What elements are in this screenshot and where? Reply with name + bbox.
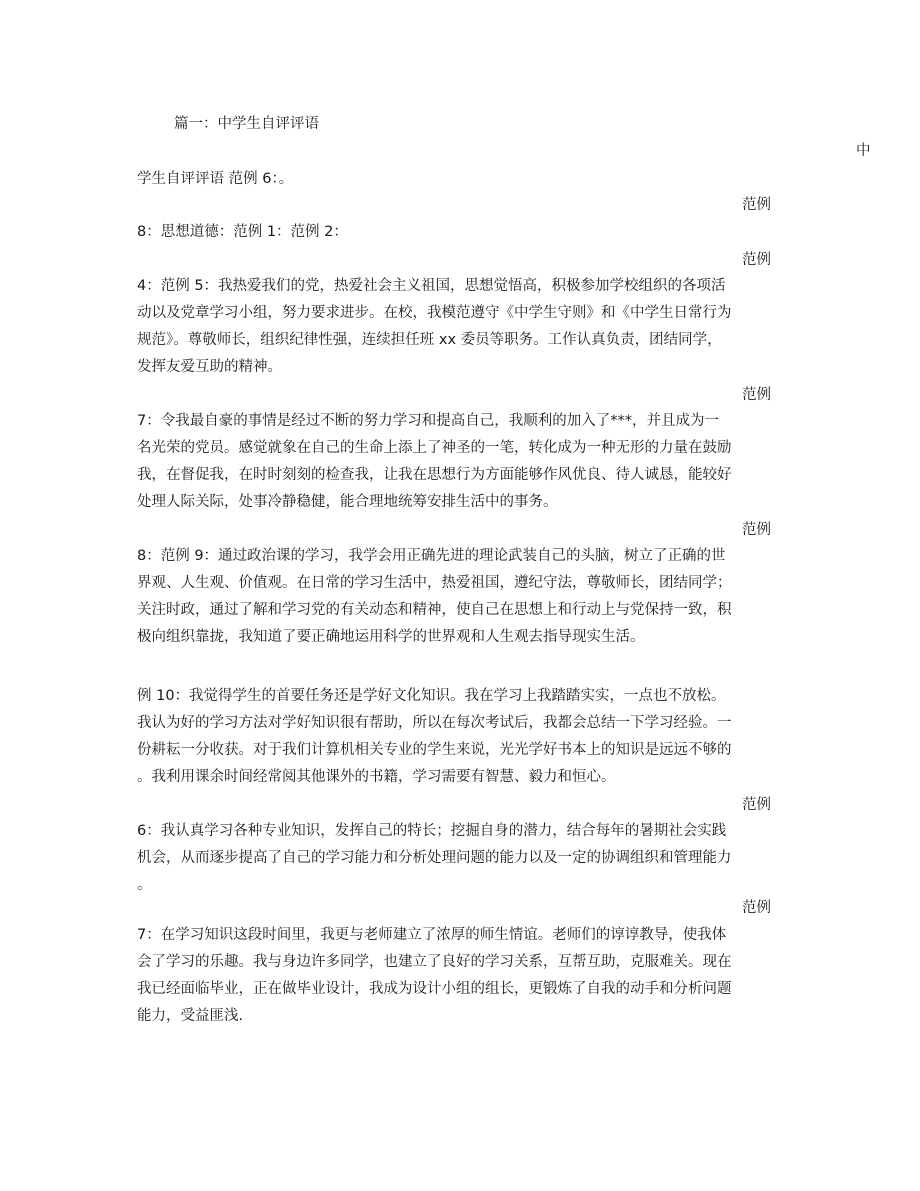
text-line: 动以及党章学习小组，努力要求进步。在校，我模范遵守《中学生守则》和《中学生日常行为 — [137, 305, 732, 321]
example-marker: 范例 — [742, 197, 771, 213]
text-line: 。我利用课余时间经常阅其他课外的书籍，学习需要有智慧、毅力和恒心。 — [137, 769, 616, 785]
example-marker: 范例 — [742, 252, 771, 268]
text-line: 。 — [137, 877, 152, 893]
text-line: 7：令我最自豪的事情是经过不断的努力学习和提高自己，我顺利的加入了***，并且成为一 — [137, 413, 719, 429]
text-line: 发挥友爱互助的精神。 — [137, 359, 282, 375]
text-line: 我，在督促我，在时时刻刻的检查我，让我在思想行为方面能够作风优良、待人诚恳，能较好 — [137, 467, 732, 483]
text-line: 会了学习的乐趣。我与身边许多同学，也建立了良好的学习关系，互帮互助，克服难关。现在 — [137, 954, 732, 970]
text-line: 8：范例 9：通过政治课的学习，我学会用正确先进的理论武装自己的头脑，树立了正确的世 — [137, 548, 726, 564]
text-line: 例 10：我觉得学生的首要任务还是学好文化知识。我在学习上我踏踏实实，一点也不放松。 — [137, 688, 726, 704]
text-line: 我已经面临毕业，正在做毕业设计，我成为设计小组的组长，更锻炼了自我的动手和分析问题 — [137, 981, 732, 997]
example-marker: 范例 — [742, 387, 771, 403]
intro-line: 学生自评评语 范例 6：。 — [137, 171, 294, 187]
text-line: 能力，受益匪浅. — [137, 1008, 244, 1024]
text-line: 份耕耘一分收获。对于我们计算机相关专业的学生来说，光光学好书本上的知识是远远不够的 — [137, 742, 732, 758]
text-line: 界观、人生观、价值观。在日常的学习生活中，热爱祖国，遵纪守法，尊敬师长，团结同学； — [137, 575, 732, 591]
text-line: 4：范例 5：我热爱我们的党，热爱社会主义祖国，思想觉悟高，积极参加学校组织的各项活 — [137, 278, 726, 294]
text-line: 规范》。尊敬师长，组织纪律性强，连续担任班 xx 委员等职务。工作认真负责，团结同学， — [137, 332, 722, 348]
text-line: 机会，从而逐步提高了自己的学习能力和分析处理问题的能力以及一定的协调组织和管理能力 — [137, 850, 732, 866]
example-marker: 范例 — [742, 900, 771, 916]
side-character: 中 — [856, 143, 871, 159]
text-line: 处理人际关际，处事冷静稳健，能合理地统筹安排生活中的事务。 — [137, 494, 558, 510]
text-line: 7：在学习知识这段时间里，我更与老师建立了浓厚的师生情谊。老师们的谆谆教导，使我体 — [137, 927, 727, 943]
text-line: 名光荣的党员。感觉就象在自己的生命上添上了神圣的一笔，转化成为一种无形的力量在鼓励 — [137, 440, 732, 456]
text-line: 6：我认真学习各种专业知识，发挥自己的特长；挖掘自身的潜力，结合每年的暑期社会实践 — [137, 823, 727, 839]
example-marker: 范例 — [742, 797, 771, 813]
text-line: 极向组织靠拢，我知道了要正确地运用科学的世界观和人生观去指导现实生活。 — [137, 629, 645, 645]
document-title: 篇一：中学生自评评语 — [174, 116, 319, 132]
text-line: 我认为好的学习方法对学好知识很有帮助，所以在每次考试后，我都会总结一下学习经验。一 — [137, 715, 732, 731]
example-marker: 范例 — [742, 522, 771, 538]
text-line: 8：思想道德：范例 1：范例 2： — [137, 224, 348, 240]
text-line: 关注时政，通过了解和学习党的有关动态和精神，使自己在思想上和行动上与党保持一致，积 — [137, 602, 732, 618]
